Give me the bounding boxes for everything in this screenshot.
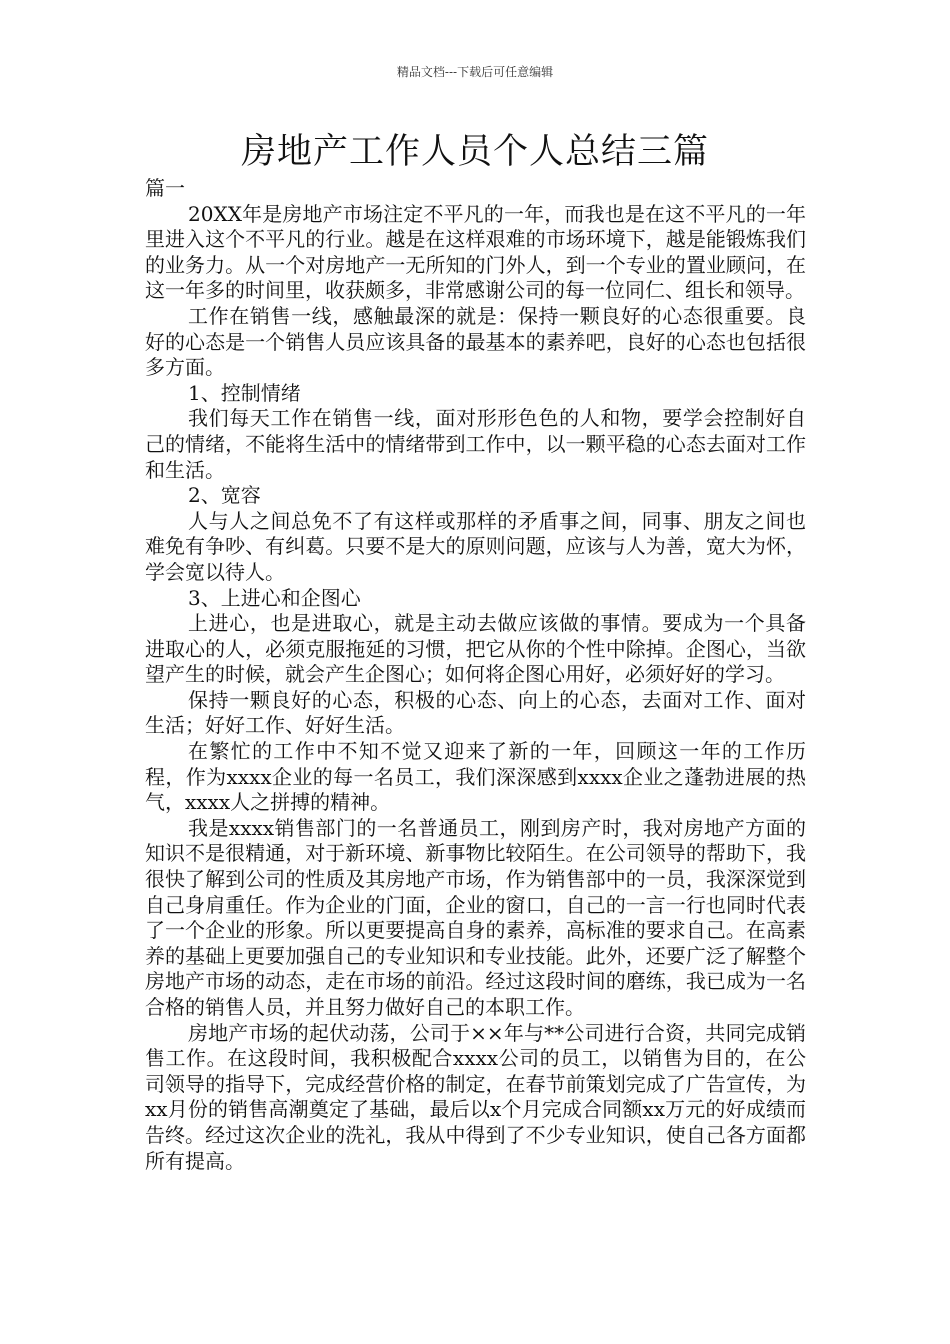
paragraph-emotion-control: 我们每天工作在销售一线，面对形形色色的人和物，要学会控制好自己的情绪，不能将生活中的情绪带到工作中，以一颗平稳的心态去面对工作和生活。: [145, 406, 806, 482]
heading-emotion-control: 1、控制情绪: [188, 380, 301, 405]
paragraph-sales-role: 我是xxxx销售部门的一名普通员工，刚到房产时，我对房地产方面的知识不是很精通，对于新环境、新事物比较陌生。在公司领导的帮助下，我很快了解到公司的性质及其房地产市场，作为销售部中的一员，我深深觉到自己身肩重任。作为企业的门面，企业的窗口，自己的一言一行也同时代表了一个企业的形象。所以更要提高自身的素养，高标准的要求自己。在高素养的基础上更要加强自己的专业知识和专业技能。此外，还要广泛了解整个房地产市场的动态，走在市场的前沿。经过这段时间的磨练，我已成为一名合格的销售人员，并且努力做好自己的本职工作。: [145, 815, 806, 1019]
heading-tolerance: 2、宽容: [188, 483, 261, 508]
paragraph-review: 在繁忙的工作中不知不觉又迎来了新的一年，回顾这一年的工作历程，作为xxxx企业的每一名员工，我们深深感到xxxx企业之蓬勃进展的热气，xxxx人之拼搏的精神。: [145, 739, 806, 815]
heading-ambition: 3、上进心和企图心: [188, 585, 361, 610]
document-body: [145, 176, 806, 1174]
paragraph-mindset: 工作在销售一线，感触最深的就是：保持一颗良好的心态很重要。良好的心态是一个销售人员应该具备的最基本的素养吧，良好的心态也包括很多方面。: [145, 303, 806, 380]
paragraph-tolerance: 人与人之间总免不了有这样或那样的矛盾事之间，同事、朋友之间也难免有争吵、有纠葛。只要不是大的原则问题，应该与人为善，宽大为怀，学会宽以待人。: [145, 508, 806, 584]
paragraph-positive-attitude: 保持一颗良好的心态，积极的心态、向上的心态，去面对工作、面对生活；好好工作、好好生活。: [145, 687, 806, 738]
paragraph-intro: 20XX年是房地产市场注定不平凡的一年，而我也是在这不平凡的一年里进入这个不平凡的行业。越是在这样艰难的市场环境下，越是能锻炼我们的业务力。从一个对房地产一无所知的门外人，到一个专业的置业顾问，在这一年多的时间里，收获颇多，非常感谢公司的每一位同仁、组长和领导。: [145, 201, 806, 303]
paragraph-ambition: 上进心，也是进取心，就是主动去做应该做的事情。要成为一个具备进取心的人，必须克服拖延的习惯，把它从你的个性中除掉。企图心，当欲望产生的时候，就会产生企图心；如何将企图心用好，必须好好的学习。: [145, 611, 806, 687]
document-title: 房地产工作人员个人总结三篇: [240, 132, 709, 172]
section-label: 篇一: [145, 176, 185, 200]
page-header: 精品文档---下载后可任意编辑: [396, 65, 554, 79]
paragraph-market-results: 房地产市场的起伏动荡，公司于××年与**公司进行合资，共同完成销售工作。在这段时间，我积极配合xxxx公司的员工，以销售为目的，在公司领导的指导下，完成经营价格的制定，在春节前策划完成了广告宣传，为xx月份的销售高潮奠定了基础，最后以x个月完成合同额xx万元的好成绩而告终。经过这次企业的洗礼，我从中得到了不少专业知识，使自己各方面都所有提高。: [145, 1020, 806, 1173]
